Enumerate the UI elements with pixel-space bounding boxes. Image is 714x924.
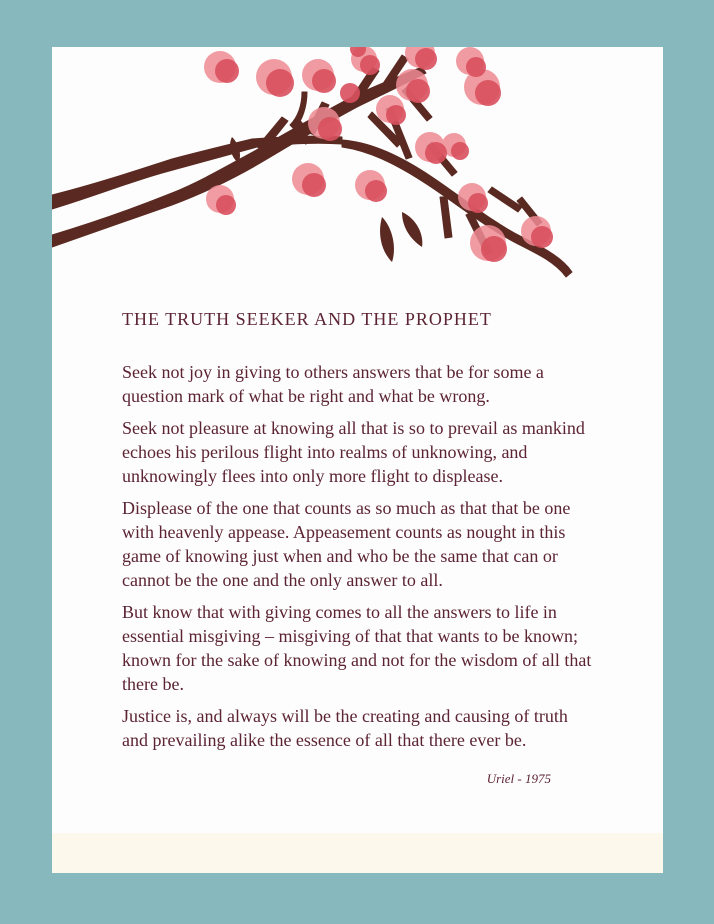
- poem-paragraph: But know that with giving comes to all the answers to life in essential misgiving – misgiving of that that wants to be known; known for the sake of knowing and not for the wisdom of all that there be.: [122, 602, 592, 694]
- cherry-blossom-branch-illustration: [52, 47, 663, 307]
- footer-band: [52, 833, 663, 873]
- poem-body: [122, 360, 592, 760]
- poem-page: [52, 47, 663, 873]
- poem-paragraph: Seek not joy in giving to others answers that be for some a question mark of what be right and what be wrong.: [122, 362, 544, 406]
- poem-paragraph: Displease of the one that counts as so much as that that be one with heavenly appease. Appeasement counts as nought in this game of knowing just when and who be the same that can or cannot be the one and the only answer to all.: [122, 498, 571, 590]
- poem-paragraph: Justice is, and always will be the creating and causing of truth and prevailing alike the essence of all that there ever be.: [122, 706, 568, 750]
- poem-title: THE TRUTH SEEKER AND THE PROPHET: [122, 309, 492, 329]
- poem-paragraph: Seek not pleasure at knowing all that is so to prevail as mankind echoes his perilous flight into realms of unknowing, and unknowingly flees into only more flight to displease.: [122, 418, 585, 486]
- author-signature: Uriel - 1975: [486, 771, 551, 786]
